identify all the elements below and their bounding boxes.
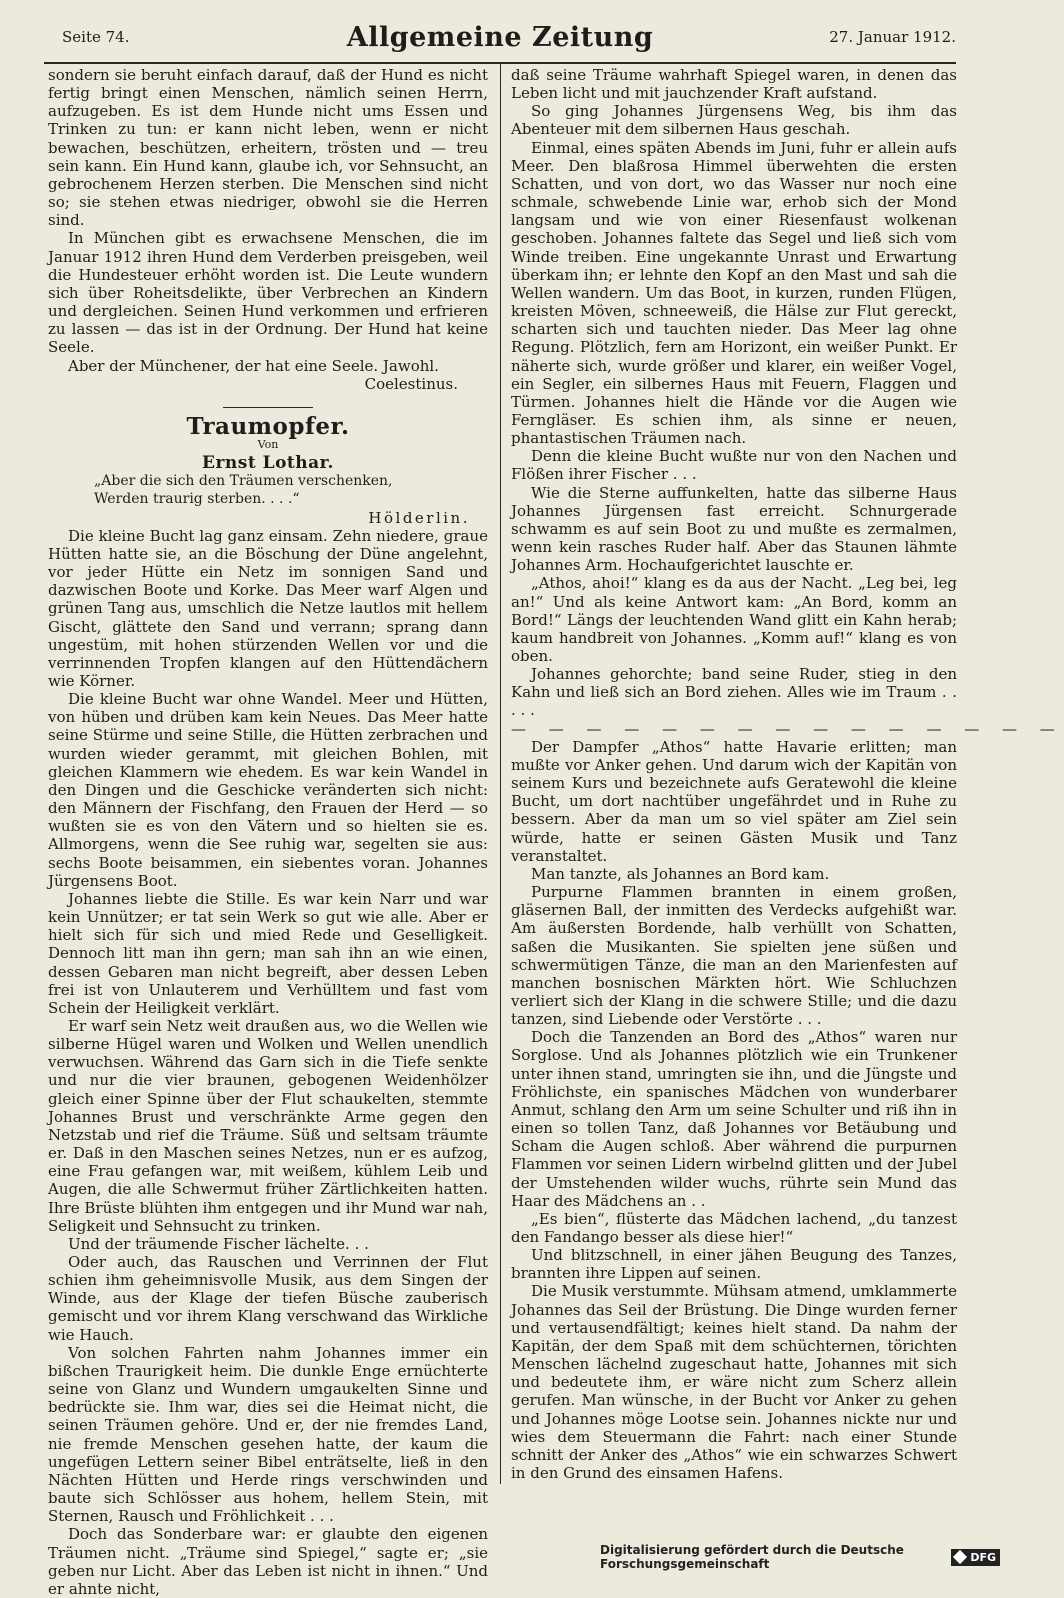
story-paragraph: So ging Johannes Jürgensens Weg, bis ihm das Abenteuer mit dem silbernen Haus geschah. (511, 102, 957, 139)
issue-date: 27. Januar 1912. (829, 28, 956, 46)
footer-credit: Digitalisierung gefördert durch die Deutsche Forschungsgemeinschaft (600, 1543, 904, 1571)
story-paragraph: Denn die kleine Bucht wußte nur von den Nachen und Flößen ihrer Fischer . . . (511, 447, 957, 484)
story-title: Traumopfer. (186, 412, 350, 440)
epigraph-line: „Aber die sich den Träumen verschenken, (94, 473, 393, 490)
newspaper-title: Allgemeine Zeitung (346, 22, 654, 53)
dfg-logo (951, 1549, 1000, 1566)
story-paragraph: Und blitzschnell, in einer jähen Beugung des Tanzes, brannten ihre Lippen auf seinen. (511, 1246, 957, 1283)
article-paragraph: Aber der Münchener, der hat eine Seele. Jawohl. (68, 356, 439, 375)
story-paragraph: Johannes gehorchte; band seine Ruder, stieg in den Kahn und ließ sich an Bord ziehen. Alles wie im Traum . . . . . (511, 665, 957, 720)
epigraph-author: Hölderlin. (368, 508, 470, 527)
scene-break: — — — — — — — — — — — — — — — (511, 719, 1064, 738)
story-paragraph: Wie die Sterne auffunkelten, hatte das silberne Haus Johannes Jürgensen fast erreicht. Schnurgerade schwamm es auf sein Boot zu und mußte es zermalmen, wenn kein rasches Ruder half. Aber das Staunen lähmte Johannes Arm. Hochaufgerichtet lauschte er. (511, 483, 957, 575)
story-paragraph: Johannes liebte die Stille. Es war kein Narr und war kein Unnützer; er tat sein Werk so gut wie alle. Aber er hielt sich für sich und mied Rede und Geselligkeit. Dennoch litt man ihn gern; man sah ihn an wie einen, dessen Gebaren man nicht begreift, aber dessen Leben frei ist von Unlauterem und Verhülltem und fast vom Schein der Heiligkeit verklärt. (48, 889, 488, 1017)
column-divider (500, 64, 501, 1484)
story-paragraph: Der Dampfer „Athos“ hatte Havarie erlitten; man mußte vor Anker gehen. Und darum wich der Kapitän von seinem Kurs und bezeichnete aufs Geratewohl die kleine Bucht, um dort nachtüber ungefährdet und in Ruhe zu bessern. Aber da man um so viel später am Ziel sein würde, hatte er seinen Gästen Musik und Tanz veranstaltet. (511, 737, 957, 865)
story-paragraph: Die kleine Bucht war ohne Wandel. Meer und Hütten, von hüben und drüben kam kein Neues. Das Meer hatte seine Stürme und seine Stille, die Hütten zerbrachen und wurden wieder gerammt, mit gleichen Bohlen, mit gleichen Klammern wie ehedem. Es war kein Wandel in den Dingen und die Geschicke veränderten sich nicht: den Männern der Fischfang, den Frauen der Herd — so wußten sie es von den Vätern und so hielten sie es. Allmorgens, wenn die See ruhig war, segelten sie aus: sechs Boote beisammen, ein siebentes voran. Johannes Jürgensens Boot. (48, 690, 488, 890)
byline-prefix: Von (257, 437, 279, 451)
story-paragraph: Man tanzte, als Johannes an Bord kam. (531, 864, 830, 883)
section-separator (223, 407, 313, 408)
digitization-footer (600, 1543, 1000, 1571)
epigraph-line: Werden traurig sterben. . . .“ (94, 491, 300, 508)
story-paragraph: „Es bien“, flüsterte das Mädchen lachend, „du tanzest den Fandango besser als diese hier!“ (511, 1209, 957, 1246)
story-paragraph: Purpurne Flammen brannten in einem großen, gläsernen Ball, der inmitten des Verdecks aufgehißt war. Am äußersten Bordende, halb verhüllt von Schatten, saßen die Musikanten. Sie spielten jene süßen und schwermütigen Tänze, die man an den Marienfesten auf manchen bosnischen Märkten hört. Wie Schluchzen verliert sich der Klang in die schwere Stille; und die dazu tanzen, sind Liebende oder Verstörte . . . (511, 883, 957, 1029)
story-paragraph: Er warf sein Netz weit draußen aus, wo die Wellen wie silberne Hügel waren und Wolken und Wellen unendlich verwuchsen. Während das Garn sich in die Tiefe senkte und nur die vier braunen, gebogenen Weidenhölzer gleich einer Spinne über der Flut schaukelten, stemmte Johannes Brust und verschränkte Arme gegen den Netzstab und rief die Träume. Süß und seltsam träumte er. Daß in den Maschen seines Netzes, nun er es aufzog, eine Frau gefangen war, mit weißem, kühlem Leib und Augen, die alle Schwermut früher Zärtlichkeiten hatten. Ihre Brüste blühten ihm entgegen und ihr Mund war nah, Seligkeit und Sehnsucht zu trinken. (48, 1016, 488, 1235)
story-paragraph: Doch die Tanzenden an Bord des „Athos“ waren nur Sorglose. Und als Johannes plötzlich wie ein Trunkener unter ihnen stand, umringten sie ihn, und die Jüngste und Fröhlichste, ein spanisches Mädchen von wunderbarer Anmut, schlang den Arm um seine Schulter und riß ihn in einen so tollen Tanz, daß Johannes vor Betäubung und Scham die Augen schloß. Aber während die purpurnen Flammen vor seinen Lidern wirbelnd glitten und der Jubel der Umstehenden wilder wuchs, rührte sein Mund das Haar des Mädchens an . . (511, 1028, 957, 1210)
story-paragraph: Die kleine Bucht lag ganz einsam. Zehn niedere, graue Hütten hatte sie, an die Böschung der Düne angelehnt, vor jeder Hütte ein Netz im sonnigen Sand und dazwischen Boote und Korke. Das Meer warf Algen und grünen Tang aus, umschlich die Netze lautlos mit hellem Gischt, glättete den Sand und verrann; sprang dann ungestüm, mit hohen stürzenden Wellen vor und die verrinnenden Tropfen klangen auf den Hüttendächern wie Körner. (48, 526, 488, 690)
page-header (44, 22, 956, 58)
page-number: Seite 74. (62, 28, 130, 46)
story-author: Ernst Lothar. (202, 453, 334, 474)
right-column (511, 66, 1064, 1483)
story-paragraph: Von solchen Fahrten nahm Johannes immer ein bißchen Traurigkeit heim. Die dunkle Enge ernüchterte seine von Glanz und Wundern umgaukelten Sinne und bedrückte sie. Ihm war, dies sei die Heimat nicht, die seinen Träumen gehöre. Und er, der nie fremdes Land, nie fremde Menschen gesehen hatte, der kaum die ungefügen Lettern seiner Bibel enträtselte, ließ in den Nächten Hütten und Herde rings verschwinden und baute sich Schlösser aus hohem, hellem Stein, mit Sternen, Rausch und Fröhlichkeit . . . (48, 1343, 488, 1526)
story-paragraph: Oder auch, das Rauschen und Verrinnen der Flut schien ihm geheimnisvolle Musik, aus dem Singen der Winde, aus der Klage der tiefen Büsche zauberisch gemischt und vor ihrem Klang verschwand das Wirkliche wie Hauch. (48, 1253, 488, 1344)
article-paragraph: In München gibt es erwachsene Menschen, die im Januar 1912 ihren Hund dem Verderben preisgeben, weil die Hundesteuer erhöht worden ist. Die Leute wundern sich über Roheitsdelikte, über Verbrechen an Kindern und dergleichen. Seinen Hund verkommen und erfrieren zu lassen — das ist in der Ordnung. Der Hund hat keine Seele. (48, 229, 488, 357)
story-paragraph: Doch das Sonderbare war: er glaubte den eigenen Träumen nicht. „Träume sind Spiegel,“ sagte er; „sie geben nur Licht. Aber das Leben ist nicht in ihnen.“ Und er ahnte nicht, (48, 1525, 488, 1598)
article-signature: Coelestinus. (364, 374, 458, 393)
story-paragraph: Einmal, eines späten Abends im Juni, fuhr er allein aufs Meer. Den blaßrosa Himmel überwehten die ersten Schatten, und von dort, wo das Wasser nur noch eine schmale, schwebende Linie war, erhob sich der Mond langsam und wie von einer Riesenfaust wolkenan geschoben. Johannes faltete das Segel und ließ sich vom Winde treiben. Eine ungekannte Unrast und Erwartung überkam ihn; er lehnte den Kopf an den Mast und sah die Wellen wandern. Um das Boot, in kurzen, runden Flügen, kreisten Möven, schneeweiß, die Hälse zur Flut gereckt, scharten sich und tauchten nieder. Das Meer lag ohne Regung. Plötzlich, fern am Horizont, ein weißer Punkt. Er näherte sich, wurde größer und klarer, ein weißer Vogel, ein Segler, ein silbernes Haus mit Feuern, Flaggen und Türmen. Johannes hielt die Hände vor die Augen wie Ferngläser. Es schien ihm, als sinne er neuen, phantastischen Träumen nach. (511, 138, 957, 448)
story-paragraph: daß seine Träume wahrhaft Spiegel waren, in denen das Leben licht und mit jauchzender Kraft aufstand. (511, 66, 957, 103)
story-paragraph: Und der träumende Fischer lächelte. . . (68, 1234, 369, 1253)
dfg-logo-text: DFG (970, 1550, 996, 1564)
dfg-diamond-icon (953, 1550, 967, 1564)
left-column (48, 66, 488, 1598)
story-paragraph: Die Musik verstummte. Mühsam atmend, umklammerte Johannes das Seil der Brüstung. Die Dinge wurden ferner und vertausendfältigt; keines hielt stand. Da nahm der Kapitän, der dem Spaß mit dem schüchternen, törichten Menschen lächelnd zugeschaut hatte, Johannes mit sich und bedeutete ihm, er wäre nicht zum Scherz allein gerufen. Man wünsche, in der Bucht vor Anker zu gehen und Johannes möge Lootse sein. Johannes nickte nur und wies dem Steuermann die Fahrt: nach einer Stunde schnitt der Anker des „Athos“ wie ein schwarzes Schwert in den Grund des einsamen Hafens. (511, 1282, 957, 1483)
article-paragraph: sondern sie beruht einfach darauf, daß der Hund es nicht fertig bringt einen Menschen, nämlich seinen Herrn, aufzugeben. Es ist dem Hunde nicht ums Essen und Trinken zu tun: er kann nicht leben, wenn er nicht bewachen, beschützen, erheitern, trösten und — treu sein kann. Ein Hund kann, glaube ich, vor Sehnsucht, an gebrochenem Herzen sterben. Die Menschen sind nicht so; sie stehen etwas niedriger, obwohl sie die Herren sind. (48, 66, 488, 230)
story-paragraph: „Athos, ahoi!“ klang es da aus der Nacht. „Leg bei, leg an!“ Und als keine Antwort kam: „An Bord, komm an Bord!“ Längs der leuchtenden Wand glitt ein Kahn herab; kaum handbreit von Johannes. „Komm auf!“ klang es von oben. (511, 574, 957, 665)
